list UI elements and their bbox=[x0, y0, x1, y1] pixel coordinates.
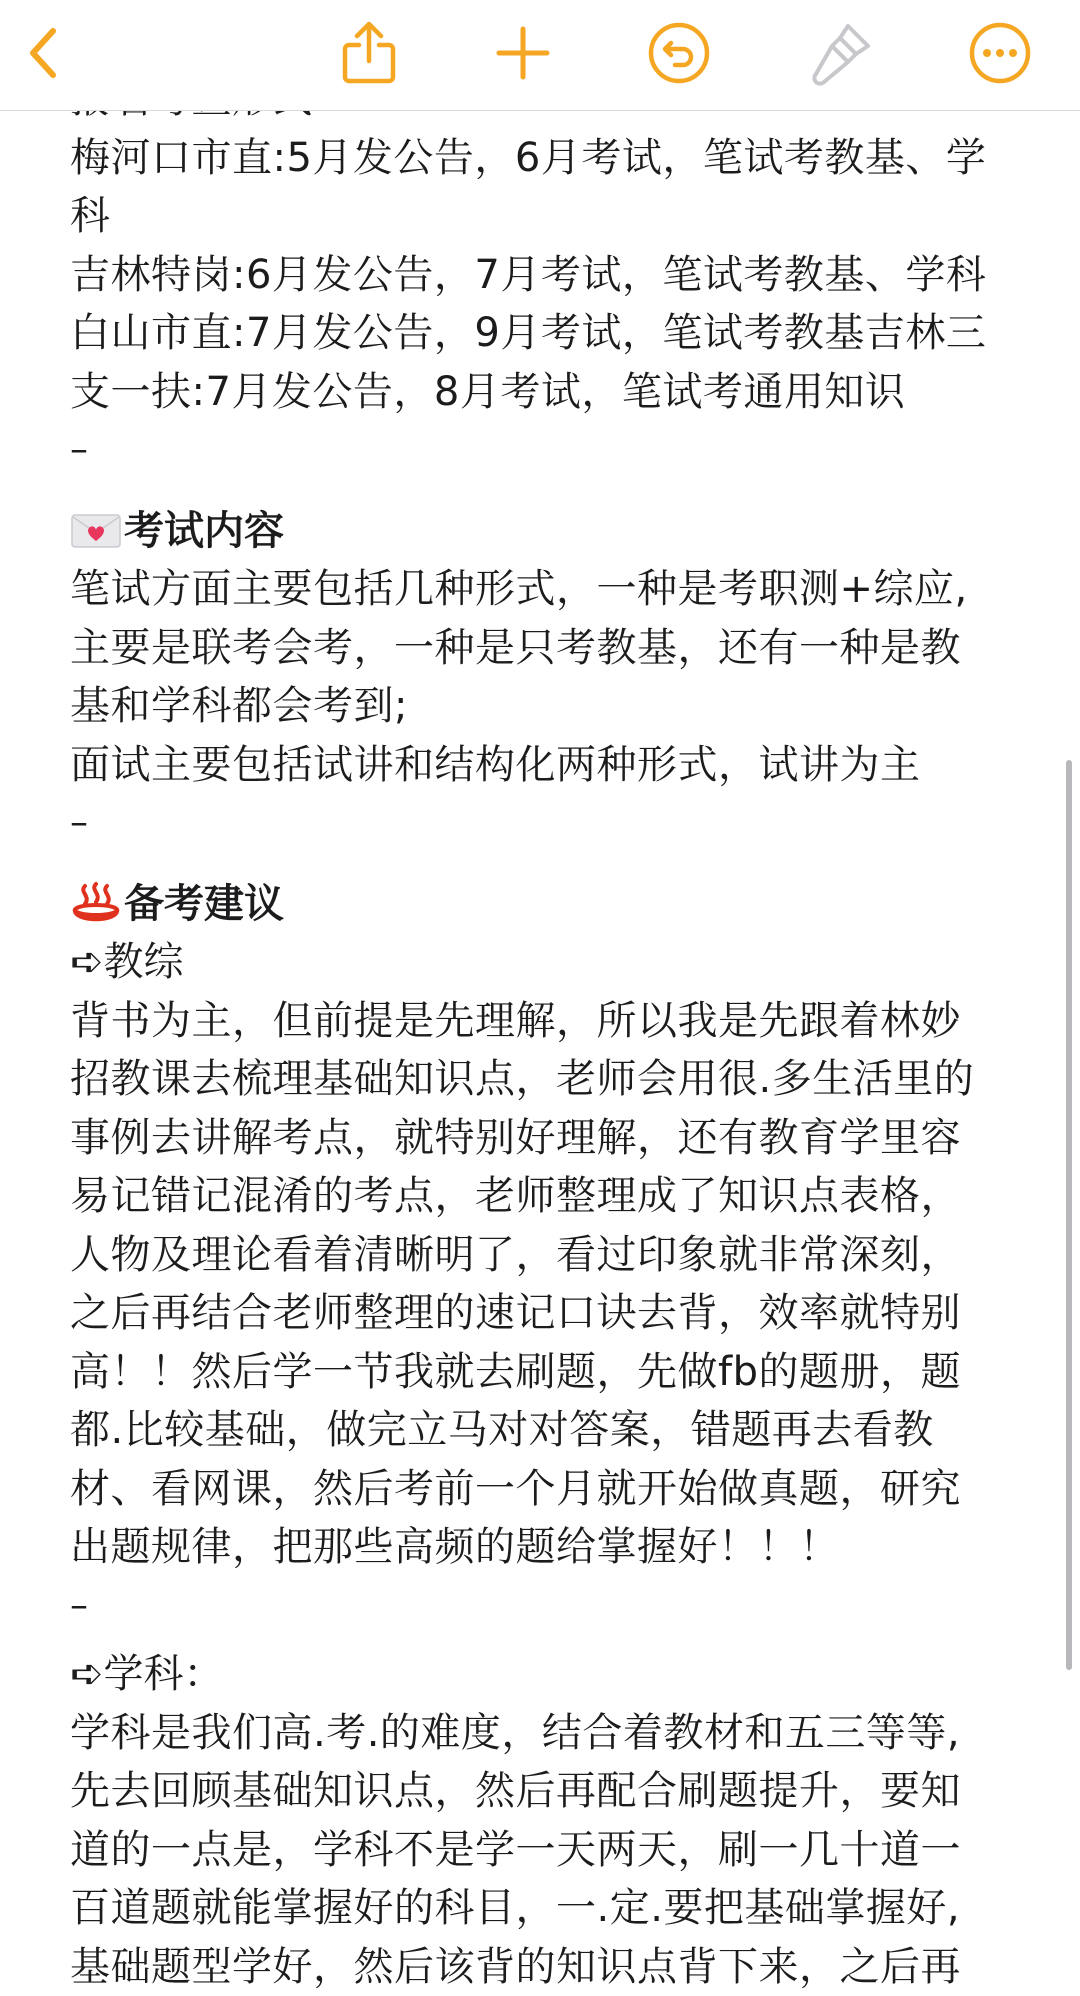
ellipsis-circle-icon bbox=[968, 21, 1032, 85]
paragraph-line: 面试主要包括试讲和结构化两种形式，试讲为主 bbox=[70, 736, 1010, 795]
paragraph-line: 百道题就能掌握好的科目，一.定.要把基础掌握好, bbox=[70, 1879, 1010, 1938]
scrollbar[interactable] bbox=[1066, 760, 1072, 1670]
share-icon bbox=[339, 21, 399, 85]
paragraph-line: 主要是联考会考，一种是只考教基，还有一种是教 bbox=[70, 619, 1010, 678]
paragraph-line: 材、看网课，然后考前一个月就开始做真题，研究 bbox=[70, 1460, 1010, 1519]
toolbar bbox=[0, 0, 1080, 111]
paragraph-line: 高！！然后学一节我就去刷题，先做fb的题册，题 bbox=[70, 1343, 1010, 1402]
paragraph-line: 易记错记混淆的考点，老师整理成了知识点表格， bbox=[70, 1167, 1010, 1226]
separator: – bbox=[70, 421, 1010, 480]
paragraph-line: 背书为主，但前提是先理解，所以我是先跟着林妙 bbox=[70, 992, 1010, 1051]
paragraph-line: 道的一点是，学科不是学一天两天，刷一几十道一 bbox=[70, 1821, 1010, 1880]
schedule-line: 支一扶:7月发公告，8月考试，笔试考通用知识 bbox=[70, 363, 1010, 422]
share-button[interactable] bbox=[334, 18, 404, 88]
paragraph-line: 基础题型学好，然后该背的知识点背下来，之后再 bbox=[70, 1938, 1010, 1996]
separator: – bbox=[70, 1577, 1010, 1636]
paragraph-line: 招教课去梳理基础知识点，老师会用很.多生活里的 bbox=[70, 1050, 1010, 1109]
schedule-line: 科 bbox=[70, 187, 1010, 246]
undo-button[interactable] bbox=[644, 18, 714, 88]
heading-text: 备考建议 bbox=[124, 875, 284, 934]
prep-advice-heading bbox=[70, 875, 1010, 934]
back-button[interactable] bbox=[8, 18, 78, 88]
subheading-jiaozong: ➪教综 bbox=[70, 933, 1010, 992]
note-body[interactable] bbox=[70, 70, 1010, 1920]
paragraph-line: 学科是我们高.考.的难度，结合着教材和五三等等, bbox=[70, 1704, 1010, 1763]
paragraph-line: 出题规律，把那些高频的题给掌握好！！！ bbox=[70, 1518, 1010, 1577]
exam-content-heading bbox=[70, 502, 1010, 561]
more-button[interactable] bbox=[965, 18, 1035, 88]
schedule-line: 梅河口市直:5月发公告，6月考试，笔试考教基、学 bbox=[70, 129, 1010, 188]
paragraph-line: 都.比较基础，做完立马对对答案，错题再去看教 bbox=[70, 1401, 1010, 1460]
undo-icon bbox=[647, 21, 711, 85]
paragraph-line: 之后再结合老师整理的速记口诀去背，效率就特别 bbox=[70, 1284, 1010, 1343]
paragraph-line: 事例去讲解考点，就特别好理解，还有教育学里容 bbox=[70, 1109, 1010, 1168]
paragraph-line: 基和学科都会考到; bbox=[70, 677, 1010, 736]
paragraph-line: 人物及理论看着清晰明了，看过印象就非常深刻， bbox=[70, 1226, 1010, 1285]
hot-springs-icon bbox=[70, 882, 122, 926]
paragraph-line: 先去回顾基础知识点，然后再配合刷题提升，要知 bbox=[70, 1762, 1010, 1821]
plus-icon bbox=[495, 25, 551, 81]
markup-button[interactable] bbox=[806, 18, 876, 88]
chevron-left-icon bbox=[23, 25, 63, 81]
schedule-line: 白山市直:7月发公告，9月考试，笔试考教基吉林三 bbox=[70, 304, 1010, 363]
paintbrush-icon bbox=[808, 20, 874, 86]
add-button[interactable] bbox=[488, 18, 558, 88]
heading-text: 考试内容 bbox=[124, 502, 284, 561]
subheading-xueke: ➪学科： bbox=[70, 1645, 1010, 1704]
separator: – bbox=[70, 794, 1010, 853]
schedule-line: 吉林特岗:6月发公告，7月考试，笔试考教基、学科 bbox=[70, 246, 1010, 305]
paragraph-line: 笔试方面主要包括几种形式，一种是考职测+综应, bbox=[70, 560, 1010, 619]
love-letter-icon bbox=[70, 509, 122, 553]
